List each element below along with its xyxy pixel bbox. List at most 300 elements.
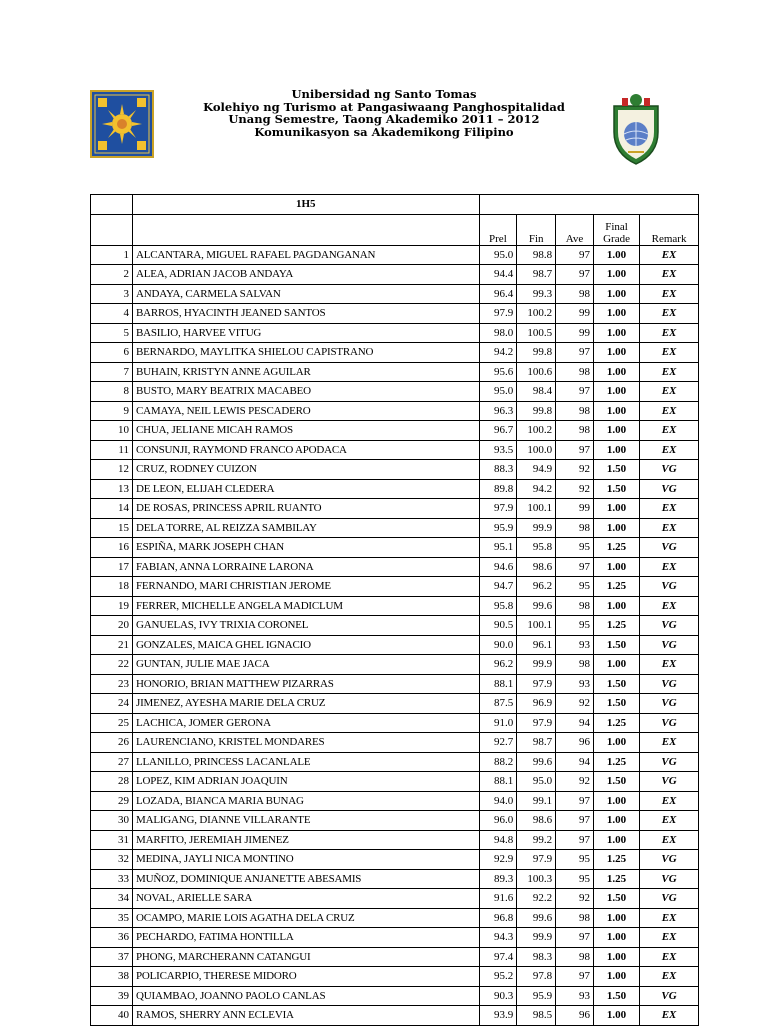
average-score: 96: [556, 1006, 594, 1026]
average-score: 98: [556, 284, 594, 304]
final-score: 97.9: [517, 674, 556, 694]
final-grade: 1.50: [593, 460, 639, 480]
remark: EX: [640, 1006, 699, 1026]
final-score: 100.1: [517, 616, 556, 636]
final-grade: 1.00: [593, 791, 639, 811]
student-name: FABIAN, ANNA LORRAINE LARONA: [133, 557, 480, 577]
row-number: 39: [91, 986, 133, 1006]
table-row: [91, 323, 699, 343]
final-score: 97.9: [517, 850, 556, 870]
final-grade: 1.00: [593, 245, 639, 265]
average-score: 97: [556, 265, 594, 285]
remark: VG: [640, 674, 699, 694]
final-score: 95.9: [517, 986, 556, 1006]
student-name: BERNARDO, MAYLITKA SHIELOU CAPISTRANO: [133, 343, 480, 363]
student-name: CRUZ, RODNEY CUIZON: [133, 460, 480, 480]
final-grade: 1.00: [593, 811, 639, 831]
final-score: 99.9: [517, 518, 556, 538]
prelim-score: 88.3: [479, 460, 517, 480]
remark: EX: [640, 791, 699, 811]
college-crest-icon: [608, 92, 664, 166]
final-score: 100.2: [517, 304, 556, 324]
average-score: 98: [556, 655, 594, 675]
remark: EX: [640, 245, 699, 265]
final-grade: 1.00: [593, 830, 639, 850]
table-row: [91, 1006, 699, 1026]
student-name: FERRER, MICHELLE ANGELA MADICLUM: [133, 596, 480, 616]
remark: EX: [640, 967, 699, 987]
table-row: [91, 947, 699, 967]
student-name: LAURENCIANO, KRISTEL MONDARES: [133, 733, 480, 753]
prelim-score: 96.2: [479, 655, 517, 675]
table-row: [91, 811, 699, 831]
final-grade: 1.00: [593, 304, 639, 324]
prelim-score: 97.9: [479, 499, 517, 519]
final-score: 98.7: [517, 733, 556, 753]
final-grade: 1.25: [593, 752, 639, 772]
average-score: 97: [556, 830, 594, 850]
student-name: MEDINA, JAYLI NICA MONTINO: [133, 850, 480, 870]
remark: VG: [640, 850, 699, 870]
row-number: 20: [91, 616, 133, 636]
row-number: 9: [91, 401, 133, 421]
row-number: 26: [91, 733, 133, 753]
row-number: 12: [91, 460, 133, 480]
prelim-score: 89.3: [479, 869, 517, 889]
remark: EX: [640, 421, 699, 441]
prelim-score: 91.6: [479, 889, 517, 909]
student-name: GUNTAN, JULIE MAE JACA: [133, 655, 480, 675]
prelim-score: 97.9: [479, 304, 517, 324]
prelim-score: 88.2: [479, 752, 517, 772]
average-score: 95: [556, 616, 594, 636]
average-score: 99: [556, 323, 594, 343]
row-number: 35: [91, 908, 133, 928]
row-number: 6: [91, 343, 133, 363]
average-score: 98: [556, 401, 594, 421]
table-row: [91, 479, 699, 499]
row-number: 31: [91, 830, 133, 850]
final-score: 99.1: [517, 791, 556, 811]
table-row: [91, 499, 699, 519]
average-score: 97: [556, 440, 594, 460]
table-row: [91, 772, 699, 792]
final-score: 94.2: [517, 479, 556, 499]
table-row: [91, 674, 699, 694]
table-row: [91, 284, 699, 304]
student-name: DE LEON, ELIJAH CLEDERA: [133, 479, 480, 499]
row-number: 7: [91, 362, 133, 382]
final-grade: 1.00: [593, 284, 639, 304]
table-row: [91, 538, 699, 558]
average-score: 93: [556, 986, 594, 1006]
grades-table: [90, 194, 699, 1026]
average-score: 92: [556, 479, 594, 499]
row-number: 36: [91, 928, 133, 948]
student-name: CHUA, JELIANE MICAH RAMOS: [133, 421, 480, 441]
student-name: OCAMPO, MARIE LOIS AGATHA DELA CRUZ: [133, 908, 480, 928]
student-name: LACHICA, JOMER GERONA: [133, 713, 480, 733]
final-grade: 1.50: [593, 635, 639, 655]
average-score: 98: [556, 947, 594, 967]
remark: EX: [640, 499, 699, 519]
student-name: QUIAMBAO, JOANNO PAOLO CANLAS: [133, 986, 480, 1006]
final-grade: 1.00: [593, 343, 639, 363]
final-grade: 1.25: [593, 713, 639, 733]
student-name: BUSTO, MARY BEATRIX MACABEO: [133, 382, 480, 402]
prelim-score: 95.0: [479, 382, 517, 402]
table-row: [91, 362, 699, 382]
row-number: 13: [91, 479, 133, 499]
final-grade: 1.00: [593, 596, 639, 616]
average-score: 98: [556, 908, 594, 928]
final-score: 95.8: [517, 538, 556, 558]
table-row: [91, 577, 699, 597]
section-label: 1H5: [133, 195, 480, 215]
prelim-score: 95.0: [479, 245, 517, 265]
column-header-row: [91, 214, 699, 245]
remark: VG: [640, 460, 699, 480]
final-grade: 1.00: [593, 947, 639, 967]
prelim-score: 90.0: [479, 635, 517, 655]
prel-header: Prel: [479, 214, 517, 245]
remark: EX: [640, 265, 699, 285]
final-grade: 1.00: [593, 499, 639, 519]
row-number: 5: [91, 323, 133, 343]
row-number: 17: [91, 557, 133, 577]
prelim-score: 94.7: [479, 577, 517, 597]
row-number: 27: [91, 752, 133, 772]
final-grade-header-line2: Grade: [603, 232, 630, 245]
row-number: 22: [91, 655, 133, 675]
prelim-score: 96.0: [479, 811, 517, 831]
student-name: PECHARDO, FATIMA HONTILLA: [133, 928, 480, 948]
student-name: BUHAIN, KRISTYN ANNE AGUILAR: [133, 362, 480, 382]
table-row: [91, 616, 699, 636]
remark: EX: [640, 830, 699, 850]
student-name: ANDAYA, CARMELA SALVAN: [133, 284, 480, 304]
row-number: 40: [91, 1006, 133, 1026]
row-number: 28: [91, 772, 133, 792]
row-number: 38: [91, 967, 133, 987]
student-name: JIMENEZ, AYESHA MARIE DELA CRUZ: [133, 694, 480, 714]
student-name: MUÑOZ, DOMINIQUE ANJANETTE ABESAMIS: [133, 869, 480, 889]
final-grade: 1.50: [593, 889, 639, 909]
remark: VG: [640, 616, 699, 636]
average-score: 97: [556, 557, 594, 577]
table-row: [91, 460, 699, 480]
final-score: 99.3: [517, 284, 556, 304]
student-name: RAMOS, SHERRY ANN ECLEVIA: [133, 1006, 480, 1026]
row-number: 4: [91, 304, 133, 324]
student-name: MALIGANG, DIANNE VILLARANTE: [133, 811, 480, 831]
prelim-score: 94.0: [479, 791, 517, 811]
table-row: [91, 752, 699, 772]
prelim-score: 88.1: [479, 674, 517, 694]
final-grade: 1.00: [593, 1006, 639, 1026]
student-name: ALEA, ADRIAN JACOB ANDAYA: [133, 265, 480, 285]
remark: VG: [640, 986, 699, 1006]
final-score: 98.7: [517, 265, 556, 285]
prelim-score: 96.4: [479, 284, 517, 304]
average-score: 95: [556, 850, 594, 870]
row-number: 3: [91, 284, 133, 304]
prelim-score: 93.9: [479, 1006, 517, 1026]
table-row: [91, 655, 699, 675]
final-grade: 1.50: [593, 674, 639, 694]
final-score: 99.9: [517, 655, 556, 675]
row-number: 32: [91, 850, 133, 870]
average-score: 98: [556, 596, 594, 616]
final-grade: 1.00: [593, 967, 639, 987]
remark: EX: [640, 343, 699, 363]
remark: EX: [640, 947, 699, 967]
semester-line: Unang Semestre, Taong Akademiko 2011 – 2012: [228, 112, 540, 126]
final-score: 100.2: [517, 421, 556, 441]
prelim-score: 96.8: [479, 908, 517, 928]
final-grade: 1.25: [593, 577, 639, 597]
final-grade: 1.25: [593, 616, 639, 636]
remark: EX: [640, 362, 699, 382]
table-row: [91, 908, 699, 928]
average-score: 92: [556, 772, 594, 792]
fin-header: Fin: [517, 214, 556, 245]
ust-seal-icon: [90, 90, 154, 158]
remark: VG: [640, 635, 699, 655]
prelim-score: 90.3: [479, 986, 517, 1006]
final-grade: 1.00: [593, 323, 639, 343]
table-row: [91, 382, 699, 402]
final-score: 100.0: [517, 440, 556, 460]
course-title: Komunikasyon sa Akademikong Filipino: [254, 124, 514, 139]
prelim-score: 96.3: [479, 401, 517, 421]
remark: VG: [640, 577, 699, 597]
student-name: NOVAL, ARIELLE SARA: [133, 889, 480, 909]
final-score: 98.3: [517, 947, 556, 967]
final-score: 96.9: [517, 694, 556, 714]
table-row: [91, 967, 699, 987]
average-score: 98: [556, 421, 594, 441]
final-grade: 1.50: [593, 772, 639, 792]
average-score: 96: [556, 733, 594, 753]
final-grade: 1.25: [593, 869, 639, 889]
average-score: 97: [556, 967, 594, 987]
final-grade: 1.00: [593, 440, 639, 460]
final-score: 99.2: [517, 830, 556, 850]
table-row: [91, 869, 699, 889]
final-score: 99.8: [517, 343, 556, 363]
remark: EX: [640, 304, 699, 324]
final-score: 95.0: [517, 772, 556, 792]
table-row: [91, 245, 699, 265]
remark: EX: [640, 440, 699, 460]
table-row: [91, 596, 699, 616]
remark: EX: [640, 596, 699, 616]
prelim-score: 94.2: [479, 343, 517, 363]
remark: EX: [640, 284, 699, 304]
final-score: 99.8: [517, 401, 556, 421]
prelim-score: 87.5: [479, 694, 517, 714]
row-number: 14: [91, 499, 133, 519]
final-grade: 1.25: [593, 850, 639, 870]
average-score: 97: [556, 791, 594, 811]
final-score: 97.8: [517, 967, 556, 987]
prelim-score: 94.3: [479, 928, 517, 948]
student-name: POLICARPIO, THERESE MIDORO: [133, 967, 480, 987]
average-score: 97: [556, 811, 594, 831]
table-row: [91, 421, 699, 441]
row-number: 16: [91, 538, 133, 558]
final-grade: 1.00: [593, 382, 639, 402]
table-row: [91, 304, 699, 324]
row-number: 24: [91, 694, 133, 714]
average-score: 93: [556, 635, 594, 655]
average-score: 95: [556, 577, 594, 597]
college-name: Kolehiyo ng Turismo at Pangasiwaang Panghospitalidad: [203, 99, 565, 114]
table-row: [91, 733, 699, 753]
prelim-score: 91.0: [479, 713, 517, 733]
final-score: 94.9: [517, 460, 556, 480]
remark: EX: [640, 655, 699, 675]
remark: EX: [640, 928, 699, 948]
row-number: 19: [91, 596, 133, 616]
average-score: 92: [556, 460, 594, 480]
prelim-score: 96.7: [479, 421, 517, 441]
prelim-score: 94.6: [479, 557, 517, 577]
final-score: 100.3: [517, 869, 556, 889]
remark: VG: [640, 479, 699, 499]
table-row: [91, 518, 699, 538]
remark: EX: [640, 811, 699, 831]
final-grade: 1.25: [593, 538, 639, 558]
final-grade: 1.00: [593, 908, 639, 928]
table-row: [91, 830, 699, 850]
row-number: 18: [91, 577, 133, 597]
average-score: 92: [556, 889, 594, 909]
remark: VG: [640, 752, 699, 772]
student-name: HONORIO, BRIAN MATTHEW PIZARRAS: [133, 674, 480, 694]
final-grade-header: [593, 214, 639, 245]
table-row: [91, 694, 699, 714]
student-name: DE ROSAS, PRINCESS APRIL RUANTO: [133, 499, 480, 519]
final-grade: 1.00: [593, 557, 639, 577]
row-number: 1: [91, 245, 133, 265]
remark: VG: [640, 889, 699, 909]
student-name: ALCANTARA, MIGUEL RAFAEL PAGDANGANAN: [133, 245, 480, 265]
ave-header: Ave: [556, 214, 594, 245]
row-number: 21: [91, 635, 133, 655]
row-number: 30: [91, 811, 133, 831]
final-score: 98.6: [517, 557, 556, 577]
row-number: 11: [91, 440, 133, 460]
average-score: 94: [556, 752, 594, 772]
row-number: 23: [91, 674, 133, 694]
average-score: 97: [556, 382, 594, 402]
row-number: 10: [91, 421, 133, 441]
remark: EX: [640, 733, 699, 753]
student-name: GONZALES, MAICA GHEL IGNACIO: [133, 635, 480, 655]
row-number: 34: [91, 889, 133, 909]
prelim-score: 95.8: [479, 596, 517, 616]
average-score: 93: [556, 674, 594, 694]
remark: EX: [640, 323, 699, 343]
final-score: 100.5: [517, 323, 556, 343]
prelim-score: 90.5: [479, 616, 517, 636]
final-grade: 1.00: [593, 518, 639, 538]
student-name: ESPIÑA, MARK JOSEPH CHAN: [133, 538, 480, 558]
average-score: 97: [556, 245, 594, 265]
prelim-score: 88.1: [479, 772, 517, 792]
final-grade: 1.00: [593, 421, 639, 441]
table-row: [91, 557, 699, 577]
average-score: 95: [556, 538, 594, 558]
prelim-score: 95.2: [479, 967, 517, 987]
final-grade: 1.00: [593, 265, 639, 285]
student-name: BASILIO, HARVEE VITUG: [133, 323, 480, 343]
average-score: 99: [556, 304, 594, 324]
table-row: [91, 440, 699, 460]
final-score: 99.9: [517, 928, 556, 948]
table-row: [91, 343, 699, 363]
row-number: 15: [91, 518, 133, 538]
final-score: 96.2: [517, 577, 556, 597]
table-row: [91, 265, 699, 285]
row-number: 8: [91, 382, 133, 402]
final-score: 99.6: [517, 596, 556, 616]
average-score: 97: [556, 343, 594, 363]
student-name: DELA TORRE, AL REIZZA SAMBILAY: [133, 518, 480, 538]
table-row: [91, 791, 699, 811]
final-score: 97.9: [517, 713, 556, 733]
final-grade: 1.50: [593, 694, 639, 714]
row-number: 2: [91, 265, 133, 285]
final-score: 96.1: [517, 635, 556, 655]
row-number: 37: [91, 947, 133, 967]
row-number: 25: [91, 713, 133, 733]
university-name: Unibersidad ng Santo Tomas: [291, 87, 477, 101]
final-grade: 1.50: [593, 986, 639, 1006]
table-row: [91, 713, 699, 733]
student-name: CONSUNJI, RAYMOND FRANCO APODACA: [133, 440, 480, 460]
remark: EX: [640, 557, 699, 577]
average-score: 97: [556, 928, 594, 948]
final-score: 98.8: [517, 245, 556, 265]
average-score: 99: [556, 499, 594, 519]
average-score: 94: [556, 713, 594, 733]
prelim-score: 95.6: [479, 362, 517, 382]
final-grade: 1.00: [593, 362, 639, 382]
remark: VG: [640, 869, 699, 889]
section-row: [91, 195, 699, 215]
table-row: [91, 635, 699, 655]
final-score: 98.5: [517, 1006, 556, 1026]
remark: VG: [640, 538, 699, 558]
prelim-score: 94.4: [479, 265, 517, 285]
student-name: MARFITO, JEREMIAH JIMENEZ: [133, 830, 480, 850]
average-score: 95: [556, 869, 594, 889]
prelim-score: 89.8: [479, 479, 517, 499]
final-grade: 1.00: [593, 655, 639, 675]
average-score: 98: [556, 362, 594, 382]
student-name: CAMAYA, NEIL LEWIS PESCADERO: [133, 401, 480, 421]
prelim-score: 92.7: [479, 733, 517, 753]
prelim-score: 92.9: [479, 850, 517, 870]
student-name: LOZADA, BIANCA MARIA BUNAG: [133, 791, 480, 811]
student-name: BARROS, HYACINTH JEANED SANTOS: [133, 304, 480, 324]
remark: VG: [640, 772, 699, 792]
table-row: [91, 986, 699, 1006]
final-grade: 1.00: [593, 401, 639, 421]
